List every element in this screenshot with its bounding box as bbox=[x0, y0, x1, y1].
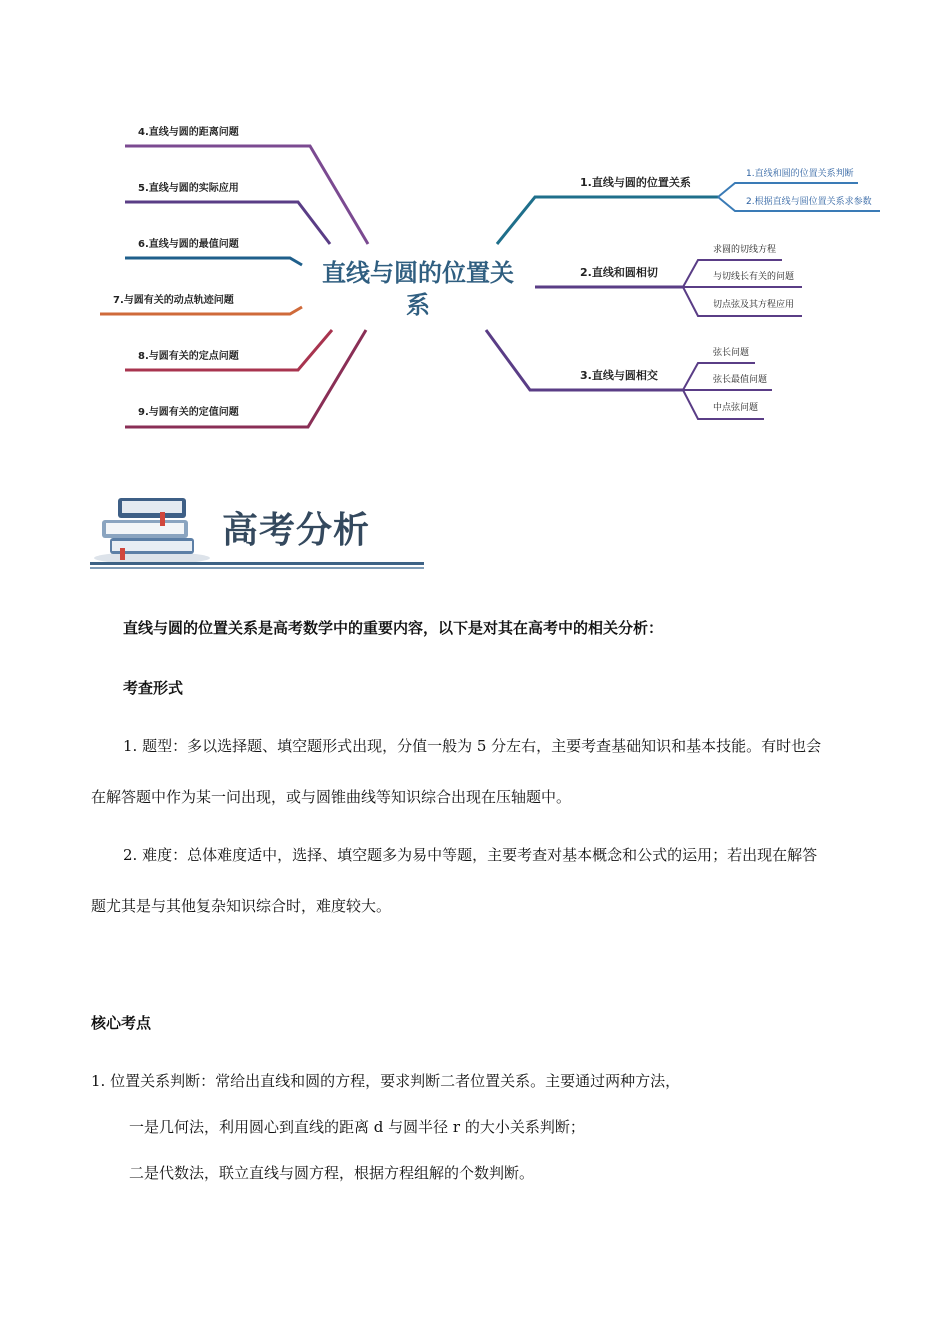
right-child-2-2: 与切线长有关的问题 bbox=[713, 272, 795, 282]
center-title-line1: 直线与圆的位置关 bbox=[322, 259, 514, 287]
right-child-3-3: 中点弦问题 bbox=[713, 403, 759, 413]
left-item-7: 7.与圆有关的动点轨迹问题 bbox=[113, 295, 234, 306]
section-title: 高考分析 bbox=[222, 510, 371, 551]
core-point-1-method-a: 一是几何法，利用圆心到直线的距离 d 与圆半径 r 的大小关系判断； bbox=[129, 1118, 585, 1136]
left-branch-7 bbox=[100, 293, 302, 314]
left-branch-8 bbox=[125, 330, 332, 370]
paragraph-1-line-2: 在解答题中作为某一问出现，或与圆锥曲线等知识综合出现在压轴题中。 bbox=[91, 788, 572, 806]
form-heading: 考查形式 bbox=[123, 679, 184, 697]
left-branch-9 bbox=[125, 330, 366, 427]
left-item-4: 4.直线与圆的距离问题 bbox=[138, 127, 239, 138]
right-child-2-3: 切点弦及其方程应用 bbox=[713, 300, 795, 310]
core-point-1-method-b: 二是代数法，联立直线与圆方程，根据方程组解的个数判断。 bbox=[129, 1164, 535, 1182]
right-branch-2 bbox=[535, 243, 802, 316]
right-child-3-2: 弦长最值问题 bbox=[713, 375, 768, 385]
left-item-5: 5.直线与圆的实际应用 bbox=[138, 183, 239, 194]
right-child-1-2: 2.根据直线与圆位置关系求参数 bbox=[746, 197, 872, 207]
mind-map-center bbox=[322, 259, 514, 319]
core-point-1: 1. 位置关系判断：常给出直线和圆的方程，要求判断二者位置关系。主要通过两种方法， bbox=[91, 1072, 681, 1090]
left-branch-5 bbox=[125, 181, 330, 244]
section-divider bbox=[90, 562, 424, 565]
intro-text: 直线与圆的位置关系是高考数学中的重要内容，以下是对其在高考中的相关分析： bbox=[123, 619, 664, 637]
right-child-1-1: 1.直线和圆的位置关系判断 bbox=[746, 169, 854, 179]
right-title-1: 1.直线与圆的位置关系 bbox=[580, 176, 691, 189]
left-branch-6 bbox=[125, 237, 302, 265]
right-child-3-1: 弦长问题 bbox=[713, 348, 750, 358]
core-heading: 核心考点 bbox=[91, 1014, 152, 1032]
mind-map bbox=[0, 0, 950, 450]
right-title-2: 2.直线和圆相切 bbox=[580, 266, 658, 279]
section-divider-thin bbox=[90, 567, 424, 569]
paragraph-2-line-2: 题尤其是与其他复杂知识综合时，难度较大。 bbox=[91, 897, 392, 915]
right-child-2-1: 求圆的切线方程 bbox=[713, 245, 777, 255]
paragraph-1-line-1: 1. 题型：多以选择题、填空题形式出现，分值一般为 5 分左右，主要考查基础知识和基本技能。有时也会 bbox=[123, 737, 822, 755]
left-item-6: 6.直线与圆的最值问题 bbox=[138, 239, 239, 250]
paragraph-2-line-1: 2. 难度：总体难度适中，选择、填空题多为易中等题，主要考查对基本概念和公式的运用；若出现在解答 bbox=[123, 846, 818, 864]
right-title-3: 3.直线与圆相交 bbox=[580, 369, 658, 382]
right-branch-3 bbox=[486, 330, 772, 419]
center-title-line2: 系 bbox=[406, 291, 430, 319]
right-branch-1 bbox=[497, 167, 880, 244]
left-item-9: 9.与圆有关的定值问题 bbox=[138, 407, 239, 418]
left-item-8: 8.与圆有关的定点问题 bbox=[138, 351, 239, 362]
